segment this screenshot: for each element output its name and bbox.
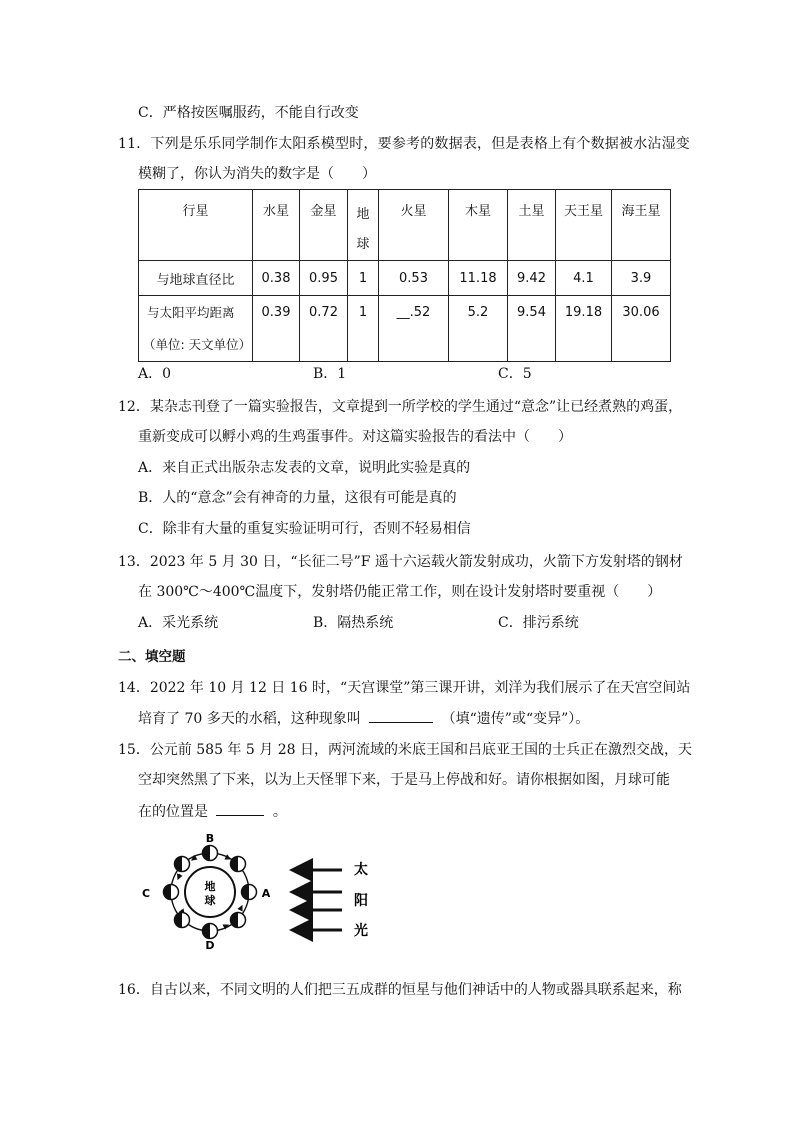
q12-stem-line1: 12．某杂志刊登了一篇实验报告，文章提到一所学校的学生通过“意念”让已经煮熟的鸡蛋， — [118, 399, 683, 415]
sun-label-1: 太 — [354, 862, 368, 878]
orbit-arrow-icon — [178, 874, 180, 879]
sun-label-2: 阳 — [354, 893, 368, 909]
q11-option-a: A．0 — [138, 366, 172, 382]
row-label-line1: 与太阳平均距离 — [147, 304, 235, 320]
table-cell: 1 — [348, 261, 379, 296]
row-label-line2: （单位: 天文单位） — [143, 336, 252, 352]
row-label-distance — [139, 296, 253, 362]
header-cell: 海王星 — [612, 190, 671, 261]
q13-stem-line2: 在 300℃～400℃温度下，发射塔仍能正常工作，则在设计发射塔时要重视（ ） — [138, 584, 662, 600]
orbit-arrow-icon — [240, 906, 242, 910]
sun-label-3: 光 — [354, 923, 368, 939]
table-cell: 1 — [348, 296, 379, 362]
table-cell-missing: __.52 — [379, 296, 449, 362]
planet-data-table — [138, 189, 671, 362]
q14-stem-line2 — [138, 708, 589, 729]
q15-text-post: 。 — [272, 804, 287, 820]
position-label-a: A — [261, 887, 271, 900]
q13-stem-line1: 13．2023 年 5 月 30 日，“长征二号”F 遥十六运载火箭发射成功，火箭下方发射塔的钢材 — [118, 554, 683, 570]
header-cell-earth — [348, 190, 379, 261]
q14-text-post: （填“遗传”或“变异”）。 — [441, 711, 590, 727]
q13-option-b: B．隔热系统 — [313, 615, 394, 631]
moon-orbit-diagram — [136, 830, 386, 950]
table-cell: 9.54 — [508, 296, 556, 362]
table-cell: 9.42 — [508, 261, 556, 296]
table-cell: 5.2 — [449, 296, 508, 362]
table-cell: 0.39 — [253, 296, 300, 362]
q13-option-a: A．采光系统 — [138, 615, 219, 631]
table-cell: 0.38 — [253, 261, 300, 296]
table-header-row — [139, 190, 671, 261]
q12-option-a: A．来自正式出版杂志发表的文章，说明此实验是真的 — [138, 460, 471, 476]
header-cell: 水星 — [253, 190, 300, 261]
header-cell: 木星 — [449, 190, 508, 261]
earth-label-1: 地 — [204, 880, 216, 893]
earth-label-2: 球 — [204, 894, 216, 907]
header-earth-char2: 球 — [356, 237, 370, 252]
table-cell: 30.06 — [612, 296, 671, 362]
q10-option-c: C．严格按医嘱服药，不能自行改变 — [138, 105, 359, 121]
header-cell: 火星 — [379, 190, 449, 261]
position-label-b: B — [205, 832, 215, 845]
q12-stem-line2: 重新变成可以孵小鸡的生鸡蛋事件。对这篇实验报告的看法中（ ） — [138, 429, 572, 445]
table-cell: 0.95 — [300, 261, 348, 296]
q14-text-pre: 培育了 70 多天的水稻，这种现象叫 — [138, 711, 361, 727]
header-cell: 行星 — [139, 190, 253, 261]
q11-stem-line1: 11．下列是乐乐同学制作太阳系模型时，要参考的数据表，但是表格上有个数据被水沾湿变 — [118, 136, 691, 152]
header-cell: 土星 — [508, 190, 556, 261]
q15-stem-line1: 15．公元前 585 年 5 月 28 日，两河流域的米底王国和吕底亚王国的士兵正在激烈交战，天 — [118, 742, 692, 758]
table-row-diameter — [139, 261, 671, 296]
section-heading: 二、填空题 — [118, 649, 186, 665]
position-label-c: C — [141, 887, 151, 900]
row-label: 与地球直径比 — [139, 261, 253, 296]
table-cell: 0.53 — [379, 261, 449, 296]
q12-option-c: C．除非有大量的重复实验证明可行，否则不轻易相信 — [138, 521, 471, 537]
header-cell: 金星 — [300, 190, 348, 261]
q14-stem-line1: 14．2022 年 10 月 12 日 16 时，“天宫课堂”第三课开讲，刘洋为我们展示了在天宫空间站 — [118, 680, 691, 696]
table-cell: 11.18 — [449, 261, 508, 296]
q15-stem-line2: 空却突然黑了下来，以为上天怪罪下来，于是马上停战和好。请你根据如图，月球可能 — [138, 772, 670, 788]
table-cell: 0.72 — [300, 296, 348, 362]
q11-option-b: B．1 — [313, 366, 347, 382]
q12-option-b: B．人的“意念”会有神奇的力量，这很有可能是真的 — [138, 490, 457, 506]
q13-option-c: C．排污系统 — [498, 615, 579, 631]
header-cell: 天王星 — [556, 190, 612, 261]
q14-answer-blank[interactable] — [369, 708, 433, 723]
position-label-d: D — [205, 939, 215, 950]
table-cell: 4.1 — [556, 261, 612, 296]
q15-stem-line3 — [138, 801, 287, 822]
header-earth-char1: 地 — [356, 207, 370, 222]
q15-answer-blank[interactable] — [216, 801, 264, 816]
table-cell: 3.9 — [612, 261, 671, 296]
q16-stem-line1: 16．自古以来，不同文明的人们把三五成群的恒星与他们神话中的人物或器具联系起来，称 — [118, 982, 682, 998]
q11-option-c: C．5 — [498, 366, 532, 382]
q11-stem-line2: 模糊了，你认为消失的数字是（ ） — [138, 166, 376, 182]
q15-text-pre: 在的位置是 — [138, 804, 208, 820]
table-cell: 19.18 — [556, 296, 612, 362]
table-row-distance — [139, 296, 671, 362]
